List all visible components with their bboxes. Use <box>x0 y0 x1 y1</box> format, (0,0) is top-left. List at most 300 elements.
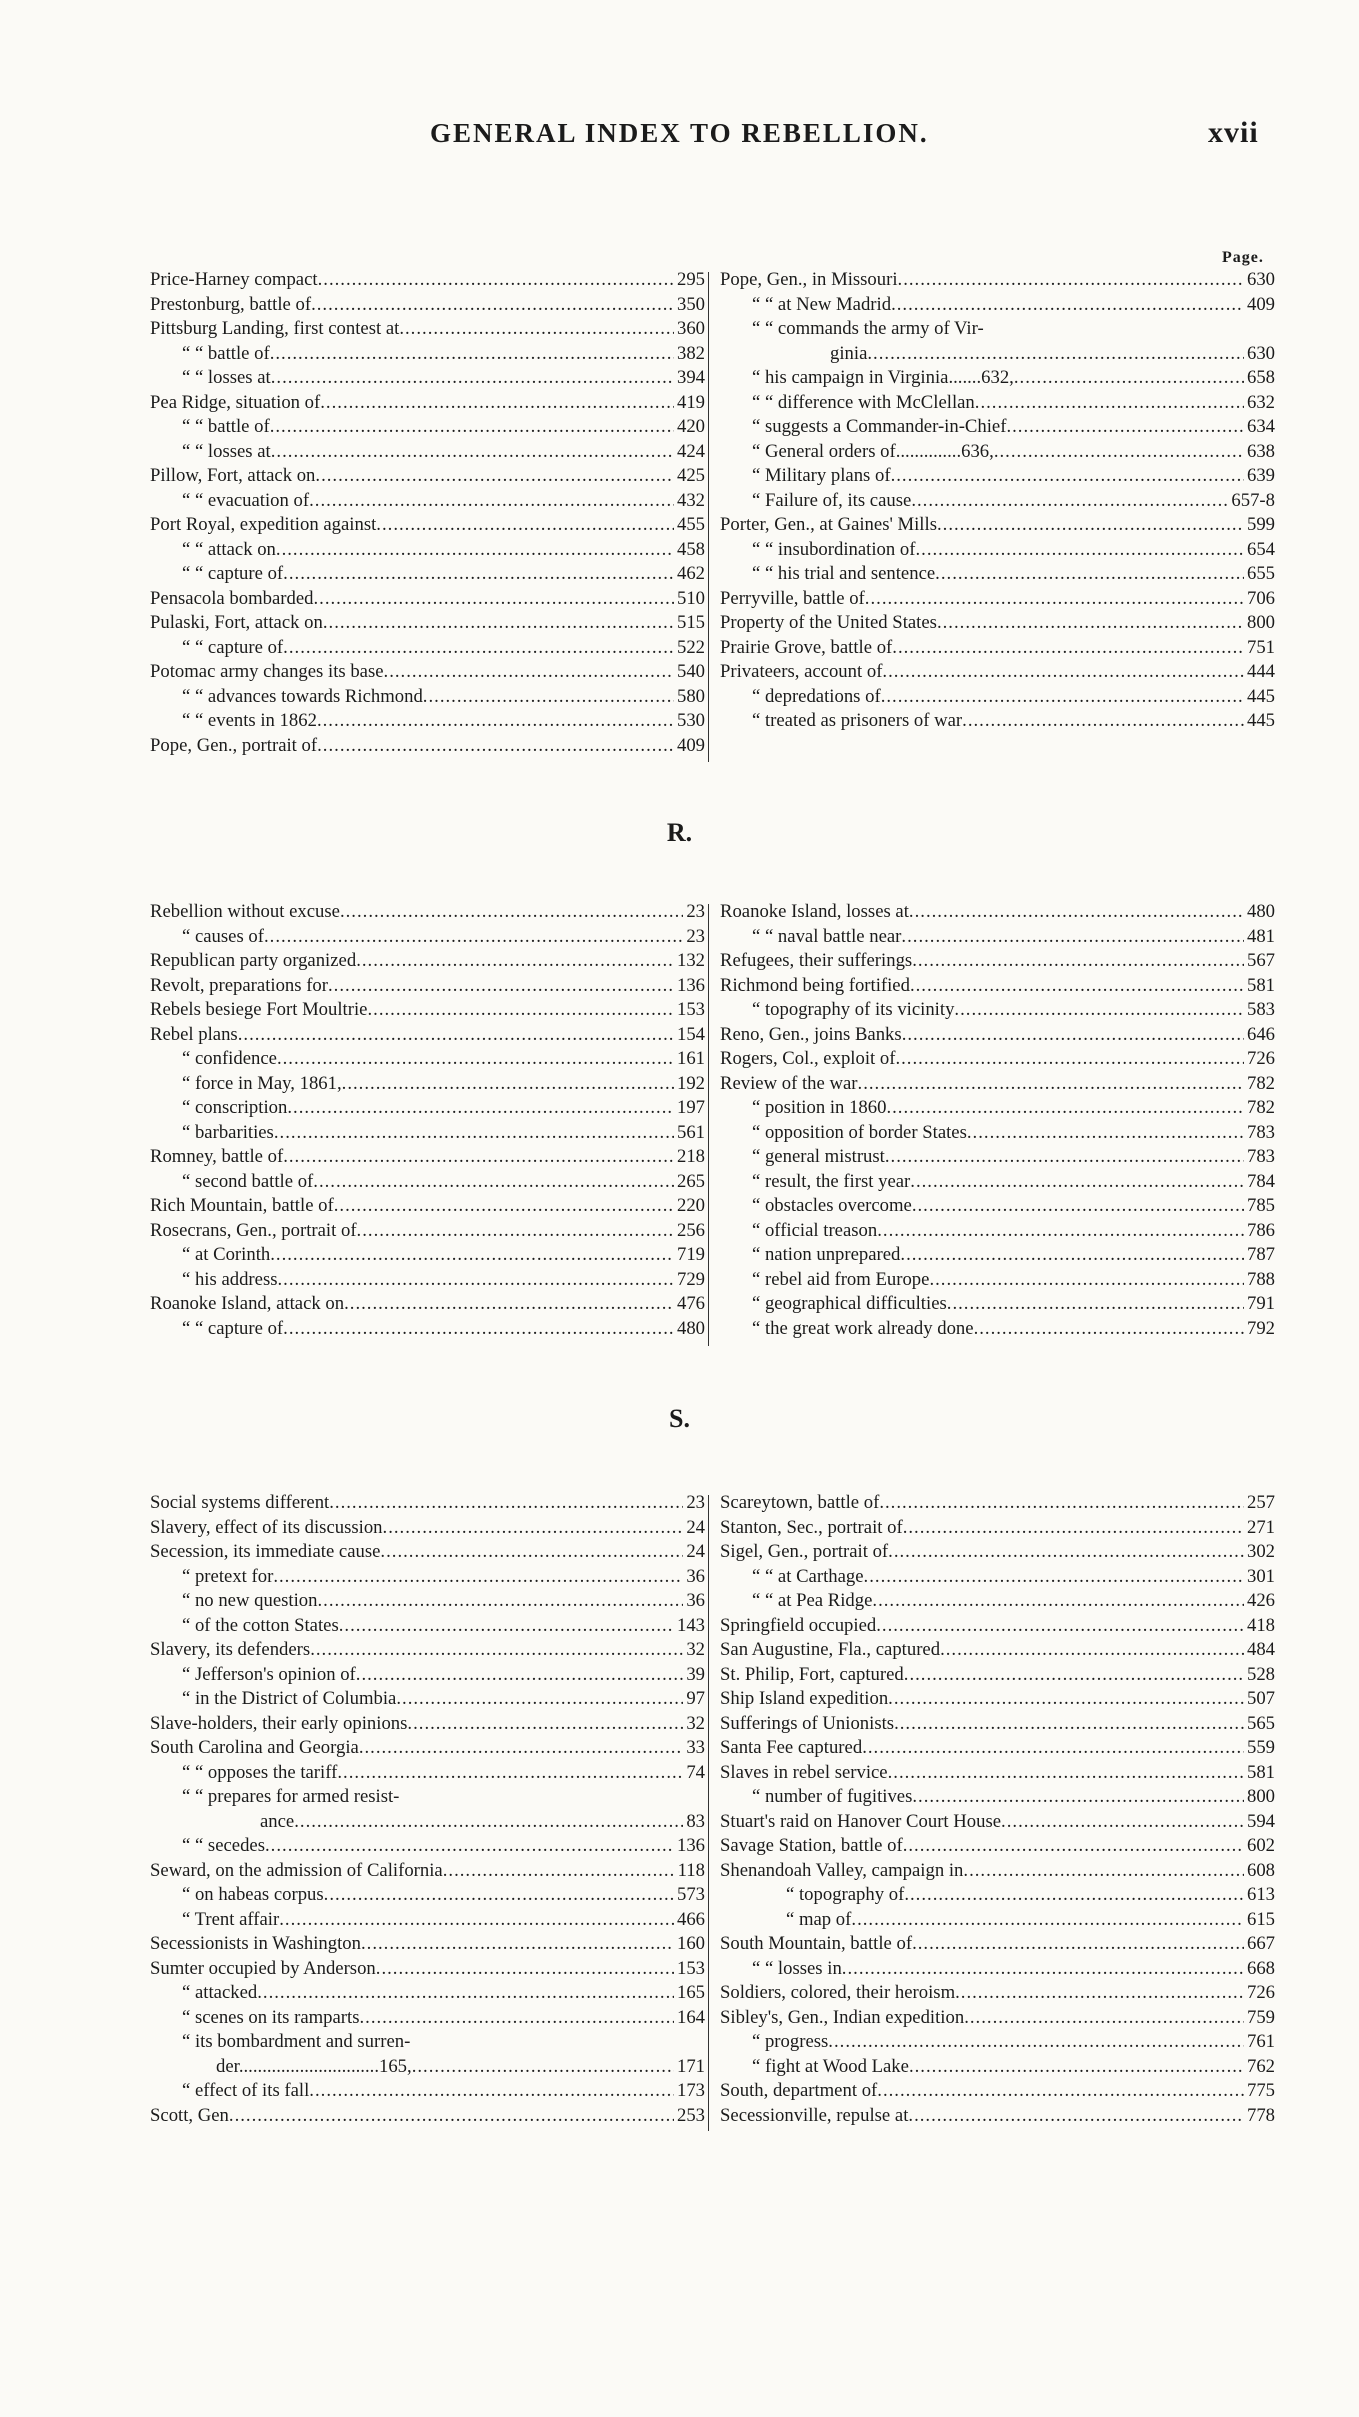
index-entry <box>720 538 1275 563</box>
entry-page: 419 <box>676 391 705 413</box>
dot-leader <box>903 1516 1244 1541</box>
entry-page: 602 <box>1246 1835 1275 1856</box>
entry-page: 97 <box>686 1688 705 1709</box>
page-column-label: Page. <box>1222 249 1264 266</box>
entry-page: 426 <box>1246 1590 1275 1611</box>
entry-page: 580 <box>676 685 705 707</box>
entry-page: 161 <box>676 1048 705 1069</box>
dot-leader <box>909 900 1244 925</box>
dot-leader <box>904 1663 1244 1688</box>
entry-page: 657-8 <box>1231 489 1275 511</box>
entry-text: Review of the war <box>720 1072 858 1094</box>
entry-page: 420 <box>676 416 705 437</box>
index-entry <box>150 587 705 612</box>
entry-page: 218 <box>676 1146 705 1167</box>
dot-leader <box>886 1096 1244 1121</box>
entry-text: Property of the United States <box>720 612 937 633</box>
entry-text: South Carolina and Georgia <box>150 1737 359 1758</box>
entry-text: “ “ at New Madrid <box>752 293 892 315</box>
entry-text: Stuart's raid on Hanover Court House <box>720 1810 1002 1832</box>
entry-text: “ topography of <box>786 1884 905 1905</box>
index-entry <box>720 1761 1275 1786</box>
entry-text: “ fight at Wood Lake <box>752 2055 909 2077</box>
dot-leader <box>828 2030 1244 2055</box>
dot-leader <box>911 489 1228 514</box>
entry-text: “ official treason <box>752 1219 878 1241</box>
entry-text: “ “ battle of <box>182 416 270 437</box>
dot-leader <box>320 391 674 416</box>
page-number: xvii <box>1208 116 1259 149</box>
dot-leader <box>407 1712 683 1737</box>
index-entry <box>720 464 1275 489</box>
entry-text: Slavery, its defenders <box>150 1639 311 1660</box>
entry-page: 160 <box>676 1933 705 1954</box>
entry-text: “ second battle of <box>182 1170 314 1192</box>
entry-page: 39 <box>686 1663 705 1685</box>
entry-page: 800 <box>1246 1786 1275 1807</box>
entry-text: “ “ secedes <box>182 1835 265 1856</box>
index-entry <box>720 1981 1275 2006</box>
entry-page: 256 <box>676 1219 705 1241</box>
entry-text: Prairie Grove, battle of <box>720 636 893 658</box>
dot-leader <box>912 1785 1244 1810</box>
entry-page: 295 <box>676 269 705 290</box>
entry-page: 778 <box>1246 2104 1275 2126</box>
entry-page: 786 <box>1246 1219 1275 1241</box>
index-entry <box>150 293 705 318</box>
index-entry <box>150 562 705 587</box>
entry-text: Roanoke Island, attack on <box>150 1293 345 1314</box>
entry-page: 480 <box>1246 901 1275 922</box>
dot-leader <box>877 1219 1244 1244</box>
dot-leader <box>283 1145 674 1170</box>
entry-page: 638 <box>1246 440 1275 462</box>
dot-leader <box>888 1540 1244 1565</box>
dot-leader <box>383 1516 684 1541</box>
index-entry <box>720 1712 1275 1737</box>
entry-page: 719 <box>676 1244 705 1265</box>
index-entry <box>150 1834 705 1859</box>
dot-leader <box>954 998 1244 1023</box>
index-entry <box>720 1317 1275 1342</box>
entry-page: 646 <box>1246 1023 1275 1045</box>
index-entry <box>720 974 1275 999</box>
entry-page: 455 <box>676 514 705 535</box>
entry-page: 761 <box>1246 2031 1275 2052</box>
entry-text: “ Jefferson's opinion of <box>182 1663 356 1685</box>
entry-page: 751 <box>1246 636 1275 658</box>
index-entry <box>720 1834 1275 1859</box>
entry-page: 418 <box>1246 1614 1275 1636</box>
dot-leader <box>877 2079 1244 2104</box>
index-entry <box>150 998 705 1023</box>
dot-leader <box>317 1589 683 1614</box>
index-entry <box>150 709 705 734</box>
entry-page: 23 <box>686 901 705 922</box>
entry-page: 561 <box>676 1121 705 1143</box>
dot-leader <box>888 1687 1244 1712</box>
dot-leader <box>399 1785 702 1810</box>
index-column-left-p <box>150 268 705 758</box>
entry-text: Porter, Gen., at Gaines' Mills <box>720 514 937 535</box>
index-entry <box>150 2030 705 2055</box>
dot-leader <box>340 900 683 925</box>
index-entry <box>720 1023 1275 1048</box>
entry-page: 528 <box>1246 1663 1275 1685</box>
entry-page: 655 <box>1246 563 1275 584</box>
index-entry <box>720 1243 1275 1268</box>
index-entry <box>150 1268 705 1293</box>
dot-leader <box>276 538 674 563</box>
index-entry <box>720 391 1275 416</box>
dot-leader <box>356 1663 684 1688</box>
entry-page: 154 <box>676 1023 705 1045</box>
section-letter-r: R. <box>666 818 693 847</box>
dot-leader <box>313 1170 674 1195</box>
dot-leader <box>318 268 674 293</box>
index-entry <box>150 1883 705 1908</box>
entry-text: “ topography of its vicinity <box>752 999 955 1020</box>
index-entry <box>150 1859 705 1884</box>
entry-page: 192 <box>676 1072 705 1094</box>
index-entry <box>720 1292 1275 1317</box>
dot-leader <box>1014 366 1244 391</box>
index-entry <box>720 562 1275 587</box>
entry-page: 782 <box>1246 1072 1275 1094</box>
entry-page: 792 <box>1246 1317 1275 1339</box>
entry-text: ance <box>260 1810 295 1832</box>
dot-leader <box>915 538 1243 563</box>
entry-page: 153 <box>676 999 705 1020</box>
entry-page: 257 <box>1246 1492 1275 1513</box>
index-entry <box>720 1491 1275 1516</box>
entry-page: 522 <box>676 636 705 658</box>
dot-leader <box>1006 415 1244 440</box>
index-entry <box>150 1932 705 1957</box>
entry-text: Republican party organized <box>150 950 357 971</box>
dot-leader <box>892 636 1244 661</box>
index-entry <box>720 2104 1275 2129</box>
entry-text: “ at Corinth <box>182 1244 271 1265</box>
index-entry <box>720 293 1275 318</box>
entry-text: “ the great work already done <box>752 1317 974 1339</box>
index-entry <box>150 1957 705 1982</box>
entry-page: 481 <box>1246 925 1275 947</box>
entry-page: 507 <box>1246 1688 1275 1709</box>
entry-page: 445 <box>1246 710 1275 731</box>
dot-leader <box>867 342 1244 367</box>
index-entry <box>150 1761 705 1786</box>
entry-page: 36 <box>686 1590 705 1611</box>
entry-page: 302 <box>1246 1541 1275 1562</box>
entry-text: St. Philip, Fort, captured <box>720 1663 904 1685</box>
index-entry <box>720 900 1275 925</box>
entry-text: “ conscription <box>182 1097 288 1118</box>
dot-leader <box>277 1047 674 1072</box>
entry-page: 466 <box>676 1908 705 1930</box>
entry-page: 143 <box>676 1614 705 1636</box>
entry-page: 784 <box>1246 1170 1275 1192</box>
index-entry <box>720 1957 1275 1982</box>
index-entry <box>150 685 705 710</box>
entry-text: Pillow, Fort, attack on <box>150 465 316 486</box>
index-entry <box>150 636 705 661</box>
index-entry <box>720 2030 1275 2055</box>
entry-text: “ “ capture of <box>182 636 284 658</box>
dot-leader <box>323 611 674 636</box>
index-entry <box>720 1932 1275 1957</box>
index-entry <box>150 342 705 367</box>
entry-text: Perryville, battle of <box>720 587 865 609</box>
dot-leader <box>1001 1810 1244 1835</box>
dot-leader <box>396 1687 683 1712</box>
entry-text: Shenandoah Valley, campaign in <box>720 1859 964 1881</box>
entry-text: “ no new question <box>182 1590 318 1611</box>
entry-text: “ his address <box>182 1268 278 1290</box>
dot-leader <box>410 2030 702 2055</box>
dot-leader <box>271 440 674 465</box>
entry-text: “ pretext for <box>182 1565 274 1587</box>
index-entry <box>150 513 705 538</box>
entry-text: San Augustine, Fla., captured <box>720 1639 941 1660</box>
entry-page: 253 <box>676 2104 705 2126</box>
entry-text: ginia <box>830 342 868 364</box>
dot-leader <box>940 1638 1244 1663</box>
entry-page: 540 <box>676 661 705 682</box>
entry-text: “ geographical difficulties <box>752 1293 947 1314</box>
index-entry <box>720 949 1275 974</box>
dot-leader <box>935 562 1244 587</box>
entry-text: “ “ naval battle near <box>752 925 902 947</box>
entry-text: “ confidence <box>182 1048 277 1069</box>
entry-page: 164 <box>676 2006 705 2028</box>
entry-page: 33 <box>686 1737 705 1758</box>
entry-page: 791 <box>1246 1293 1275 1314</box>
dot-leader <box>328 974 674 999</box>
index-entry <box>150 1614 705 1639</box>
dot-leader <box>862 1736 1244 1761</box>
index-entry <box>720 1589 1275 1614</box>
entry-text: “ “ battle of <box>182 342 270 364</box>
index-entry <box>720 1268 1275 1293</box>
entry-page: 173 <box>676 2080 705 2101</box>
entry-text: “ depredations of <box>752 685 881 707</box>
entry-text: Savage Station, battle of <box>720 1835 903 1856</box>
index-entry <box>720 1194 1275 1219</box>
entry-text: Rebellion without excuse <box>150 901 340 922</box>
dot-leader <box>910 1170 1244 1195</box>
index-entry <box>720 1072 1275 1097</box>
entry-text: “ general mistrust <box>752 1146 885 1167</box>
dot-leader <box>356 949 674 974</box>
dot-leader <box>902 1023 1244 1048</box>
entry-page: 458 <box>676 538 705 560</box>
entry-page: 567 <box>1246 950 1275 971</box>
dot-leader <box>264 925 683 950</box>
dot-leader <box>270 342 674 367</box>
index-entry <box>720 587 1275 612</box>
index-entry <box>720 1516 1275 1541</box>
dot-leader <box>384 660 674 685</box>
entry-page: 24 <box>686 1541 705 1562</box>
entry-page: 83 <box>686 1810 705 1832</box>
entry-page: 444 <box>1246 661 1275 682</box>
entry-text: Romney, battle of <box>150 1146 284 1167</box>
index-entry <box>150 734 705 759</box>
entry-text: “ Failure of, its cause <box>752 489 912 511</box>
entry-text: Stanton, Sec., portrait of <box>720 1516 903 1538</box>
index-column-right-r <box>720 900 1275 1341</box>
dot-leader <box>903 1834 1244 1859</box>
index-entry <box>150 1638 705 1663</box>
index-entry <box>720 1908 1275 1933</box>
entry-text: “ progress <box>752 2031 829 2052</box>
entry-page: 788 <box>1246 1268 1275 1290</box>
dot-leader <box>912 1194 1244 1219</box>
index-entry <box>150 1072 705 1097</box>
entry-page: 726 <box>1246 1048 1275 1069</box>
index-entry <box>150 317 705 342</box>
entry-text: “ result, the first year <box>752 1170 911 1192</box>
index-entry <box>150 1589 705 1614</box>
dot-leader <box>412 2055 674 2080</box>
index-entry <box>720 1540 1275 1565</box>
dot-leader <box>271 366 674 391</box>
dot-leader <box>324 1883 674 1908</box>
index-entry <box>150 1540 705 1565</box>
entry-page: 630 <box>1246 269 1275 290</box>
index-entry <box>150 949 705 974</box>
dot-leader <box>967 1121 1244 1146</box>
section-letter-s: S. <box>669 1404 690 1433</box>
dot-leader <box>888 1761 1244 1786</box>
entry-page: 23 <box>686 925 705 947</box>
dot-leader <box>317 709 674 734</box>
index-entry <box>720 998 1275 1023</box>
entry-page: 775 <box>1246 2080 1275 2101</box>
entry-page: 573 <box>676 1884 705 1905</box>
index-entry <box>150 2006 705 2031</box>
dot-leader <box>443 1859 675 1884</box>
entry-text: South, department of <box>720 2080 878 2101</box>
dot-leader <box>342 1072 674 1097</box>
dot-leader <box>964 2006 1244 2031</box>
index-entry <box>150 974 705 999</box>
entry-text: “ on habeas corpus <box>182 1884 324 1905</box>
index-entry <box>720 1810 1275 1835</box>
index-entry <box>150 2055 705 2080</box>
column-divider <box>708 1495 709 2131</box>
entry-text: Scareytown, battle of <box>720 1492 880 1513</box>
index-entry <box>720 925 1275 950</box>
entry-text: Pulaski, Fort, attack on <box>150 612 323 633</box>
entry-page: 132 <box>676 950 705 971</box>
entry-text: “ causes of <box>182 925 264 947</box>
index-entry <box>150 538 705 563</box>
index-entry <box>150 1023 705 1048</box>
entry-text: der..............................165, <box>216 2055 412 2077</box>
entry-text: Pittsburg Landing, first contest at <box>150 318 400 339</box>
entry-text: “ obstacles overcome <box>752 1195 912 1216</box>
entry-page: 515 <box>676 612 705 633</box>
entry-text: Pea Ridge, situation of <box>150 391 321 413</box>
dot-leader <box>975 391 1244 416</box>
dot-leader <box>229 2104 674 2129</box>
entry-text: “ “ insubordination of <box>752 538 916 560</box>
dot-leader <box>329 1491 683 1516</box>
entry-page: 265 <box>676 1170 705 1192</box>
entry-text: Santa Fee captured <box>720 1737 863 1758</box>
index-entry <box>720 317 1275 342</box>
dot-leader <box>882 660 1244 685</box>
dot-leader <box>339 1614 674 1639</box>
entry-text: Secession, its immediate cause <box>150 1541 381 1562</box>
entry-page: 74 <box>686 1761 705 1783</box>
entry-page: 785 <box>1246 1195 1275 1216</box>
entry-page: 630 <box>1246 342 1275 364</box>
index-entry <box>150 391 705 416</box>
entry-text: “ barbarities <box>182 1121 274 1143</box>
entry-text: Scott, Gen <box>150 2104 229 2126</box>
entry-page: 424 <box>676 440 705 462</box>
dot-leader <box>257 1981 674 2006</box>
index-entry <box>720 440 1275 465</box>
entry-text: Social systems different <box>150 1492 330 1513</box>
index-entry <box>720 1170 1275 1195</box>
index-entry <box>720 342 1275 367</box>
index-entry <box>150 1981 705 2006</box>
entry-text: Pensacola bombarded <box>150 587 314 609</box>
entry-page: 32 <box>686 1639 705 1660</box>
entry-page: 36 <box>686 1565 705 1587</box>
index-entry <box>720 2006 1275 2031</box>
entry-page: 726 <box>1246 1982 1275 2003</box>
index-column-right-s <box>720 1491 1275 2128</box>
entry-page: 729 <box>676 1268 705 1290</box>
dot-leader <box>265 1834 674 1859</box>
index-entry <box>150 1096 705 1121</box>
index-entry <box>150 1908 705 1933</box>
entry-text: “ number of fugitives <box>752 1786 913 1807</box>
entry-text: Price-Harney compact <box>150 269 318 290</box>
dot-leader <box>955 1981 1244 2006</box>
dot-leader <box>279 1908 674 1933</box>
dot-leader <box>309 489 674 514</box>
entry-text: “ effect of its fall <box>182 2080 310 2101</box>
index-entry <box>720 685 1275 710</box>
index-entry <box>150 1194 705 1219</box>
index-entry <box>150 440 705 465</box>
entry-text: Slave-holders, their early opinions <box>150 1712 408 1734</box>
index-entry <box>150 1712 705 1737</box>
dot-leader <box>876 1614 1244 1639</box>
dot-leader <box>270 415 674 440</box>
entry-text: “ its bombardment and surren- <box>182 2031 411 2052</box>
entry-page: 432 <box>676 489 705 511</box>
entry-page: 165 <box>676 1982 705 2003</box>
index-entry <box>150 1663 705 1688</box>
entry-page: 197 <box>676 1097 705 1118</box>
running-header <box>0 118 1359 158</box>
entry-page: 480 <box>676 1317 705 1339</box>
index-entry <box>720 1219 1275 1244</box>
entry-page: 350 <box>676 293 705 315</box>
index-entry <box>720 1614 1275 1639</box>
entry-text: Prestonburg, battle of <box>150 293 312 315</box>
dot-leader <box>908 2104 1244 2129</box>
index-entry <box>720 366 1275 391</box>
index-entry <box>150 900 705 925</box>
